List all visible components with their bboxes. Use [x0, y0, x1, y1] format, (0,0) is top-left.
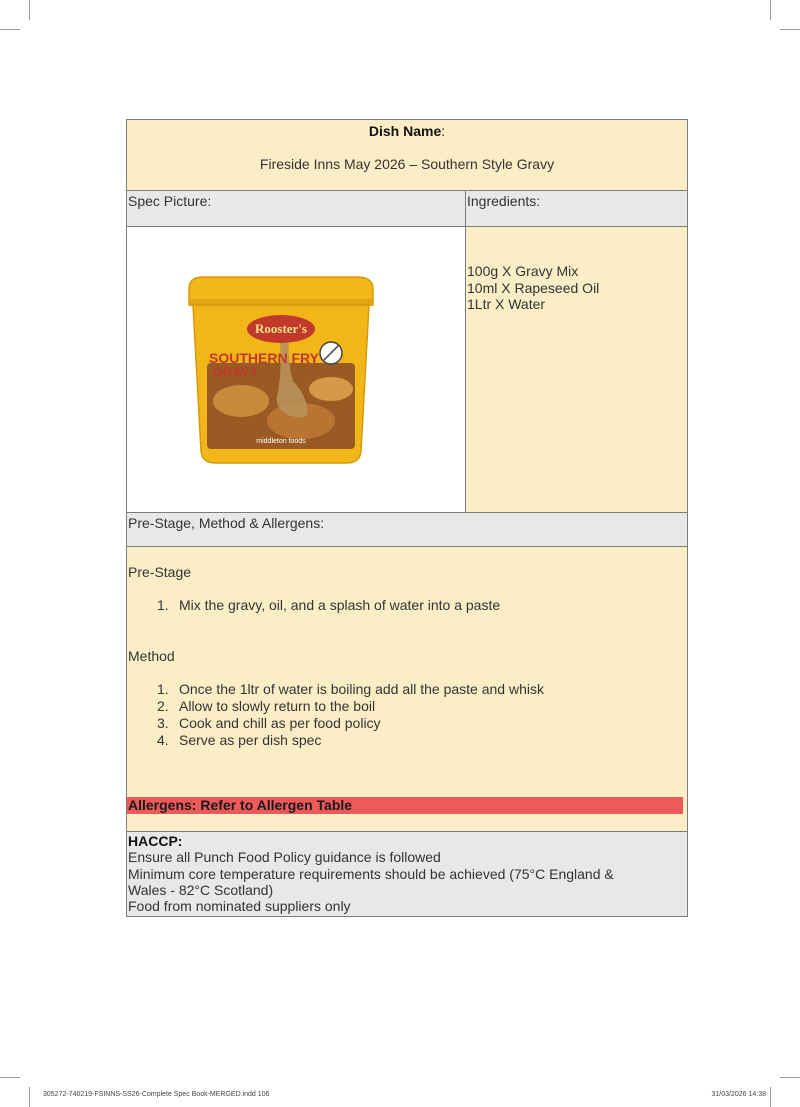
method-step-text: Serve as per dish spec [179, 732, 322, 748]
ingredient-item: 100g X Gravy Mix [467, 263, 579, 279]
picture-ingredients-header [127, 191, 687, 227]
method-step-text: Once the 1ltr of water is boiling add all the paste and whisk [179, 681, 544, 697]
haccp-title: HACCP: [128, 833, 183, 849]
crop-mark [0, 1077, 20, 1078]
prestage-steps [157, 597, 500, 614]
method-step: 4. Serve as per dish spec [157, 732, 322, 748]
product-line2: GRAVY [213, 364, 259, 379]
dish-name: Fireside Inns May 2026 – Southern Style Gravy [259, 156, 555, 172]
footer-file-info: 305272-740219-FSINNS-SS26-Complete Spec Book-MERGED.indd 106 [43, 1091, 270, 1098]
dish-label-text: Dish Name [368, 123, 442, 139]
footer-timestamp: 31/03/2026 14:38 [711, 1091, 766, 1098]
allergens-bar: Allergens: Refer to Allergen Table [127, 797, 683, 814]
crop-mark [770, 1087, 771, 1107]
haccp-line: Food from nominated suppliers only [128, 898, 351, 915]
method-step-text: Allow to slowly return to the boil [179, 698, 376, 714]
method-step: 1. Once the 1ltr of water is boiling add all the paste and whisk [157, 681, 544, 697]
crop-mark [29, 1087, 30, 1107]
ingredients-cell [466, 227, 687, 512]
spec-picture-label: Spec Picture: [127, 191, 466, 226]
haccp-line: Wales - 82°C Scotland) [128, 881, 274, 898]
brand-text: Rooster's [255, 321, 307, 336]
method-steps [157, 681, 544, 749]
maker-text: middleton foods [256, 438, 306, 445]
crop-mark [780, 1077, 800, 1078]
method-step: 3. Cook and chill as per food policy [157, 715, 381, 731]
haccp-line: Ensure all Punch Food Policy guidance is followed [128, 849, 441, 866]
method-step: 2. Allow to slowly return to the boil [157, 698, 376, 714]
prestage-step: 1. Mix the gravy, oil, and a splash of water into a paste [157, 597, 501, 613]
spec-table [126, 119, 688, 917]
picture-ingredients-row [127, 227, 687, 513]
crop-mark [0, 29, 20, 30]
crop-mark [780, 29, 800, 30]
product-line1: SOUTHERN FRY [209, 350, 319, 366]
method-title: Method [128, 648, 175, 664]
dish-name-row [127, 120, 687, 191]
dish-label-colon: : [441, 123, 446, 139]
prestage-step-text: Mix the gravy, oil, and a splash of water into a paste [179, 597, 501, 613]
method-section [127, 547, 687, 832]
method-step-text: Cook and chill as per food policy [179, 715, 381, 731]
ingredient-item: 10ml X Rapeseed Oil [467, 279, 600, 296]
haccp-section [127, 832, 687, 916]
ingredients-list [466, 227, 687, 313]
ingredients-label: Ingredients: [467, 193, 541, 209]
dish-name-label [127, 120, 687, 139]
crop-mark [29, 0, 30, 20]
spec-picture [127, 227, 466, 512]
ingredient-item: 1Ltr X Water [467, 296, 546, 312]
prestage-method-allergens-label: Pre-Stage, Method & Allergens: [127, 513, 687, 547]
prestage-title: Pre-Stage [128, 564, 192, 580]
gravy-tub-image [181, 271, 381, 471]
crop-mark [770, 0, 771, 20]
haccp-line: Minimum core temperature requirements should be achieved (75°C England & [128, 865, 614, 882]
